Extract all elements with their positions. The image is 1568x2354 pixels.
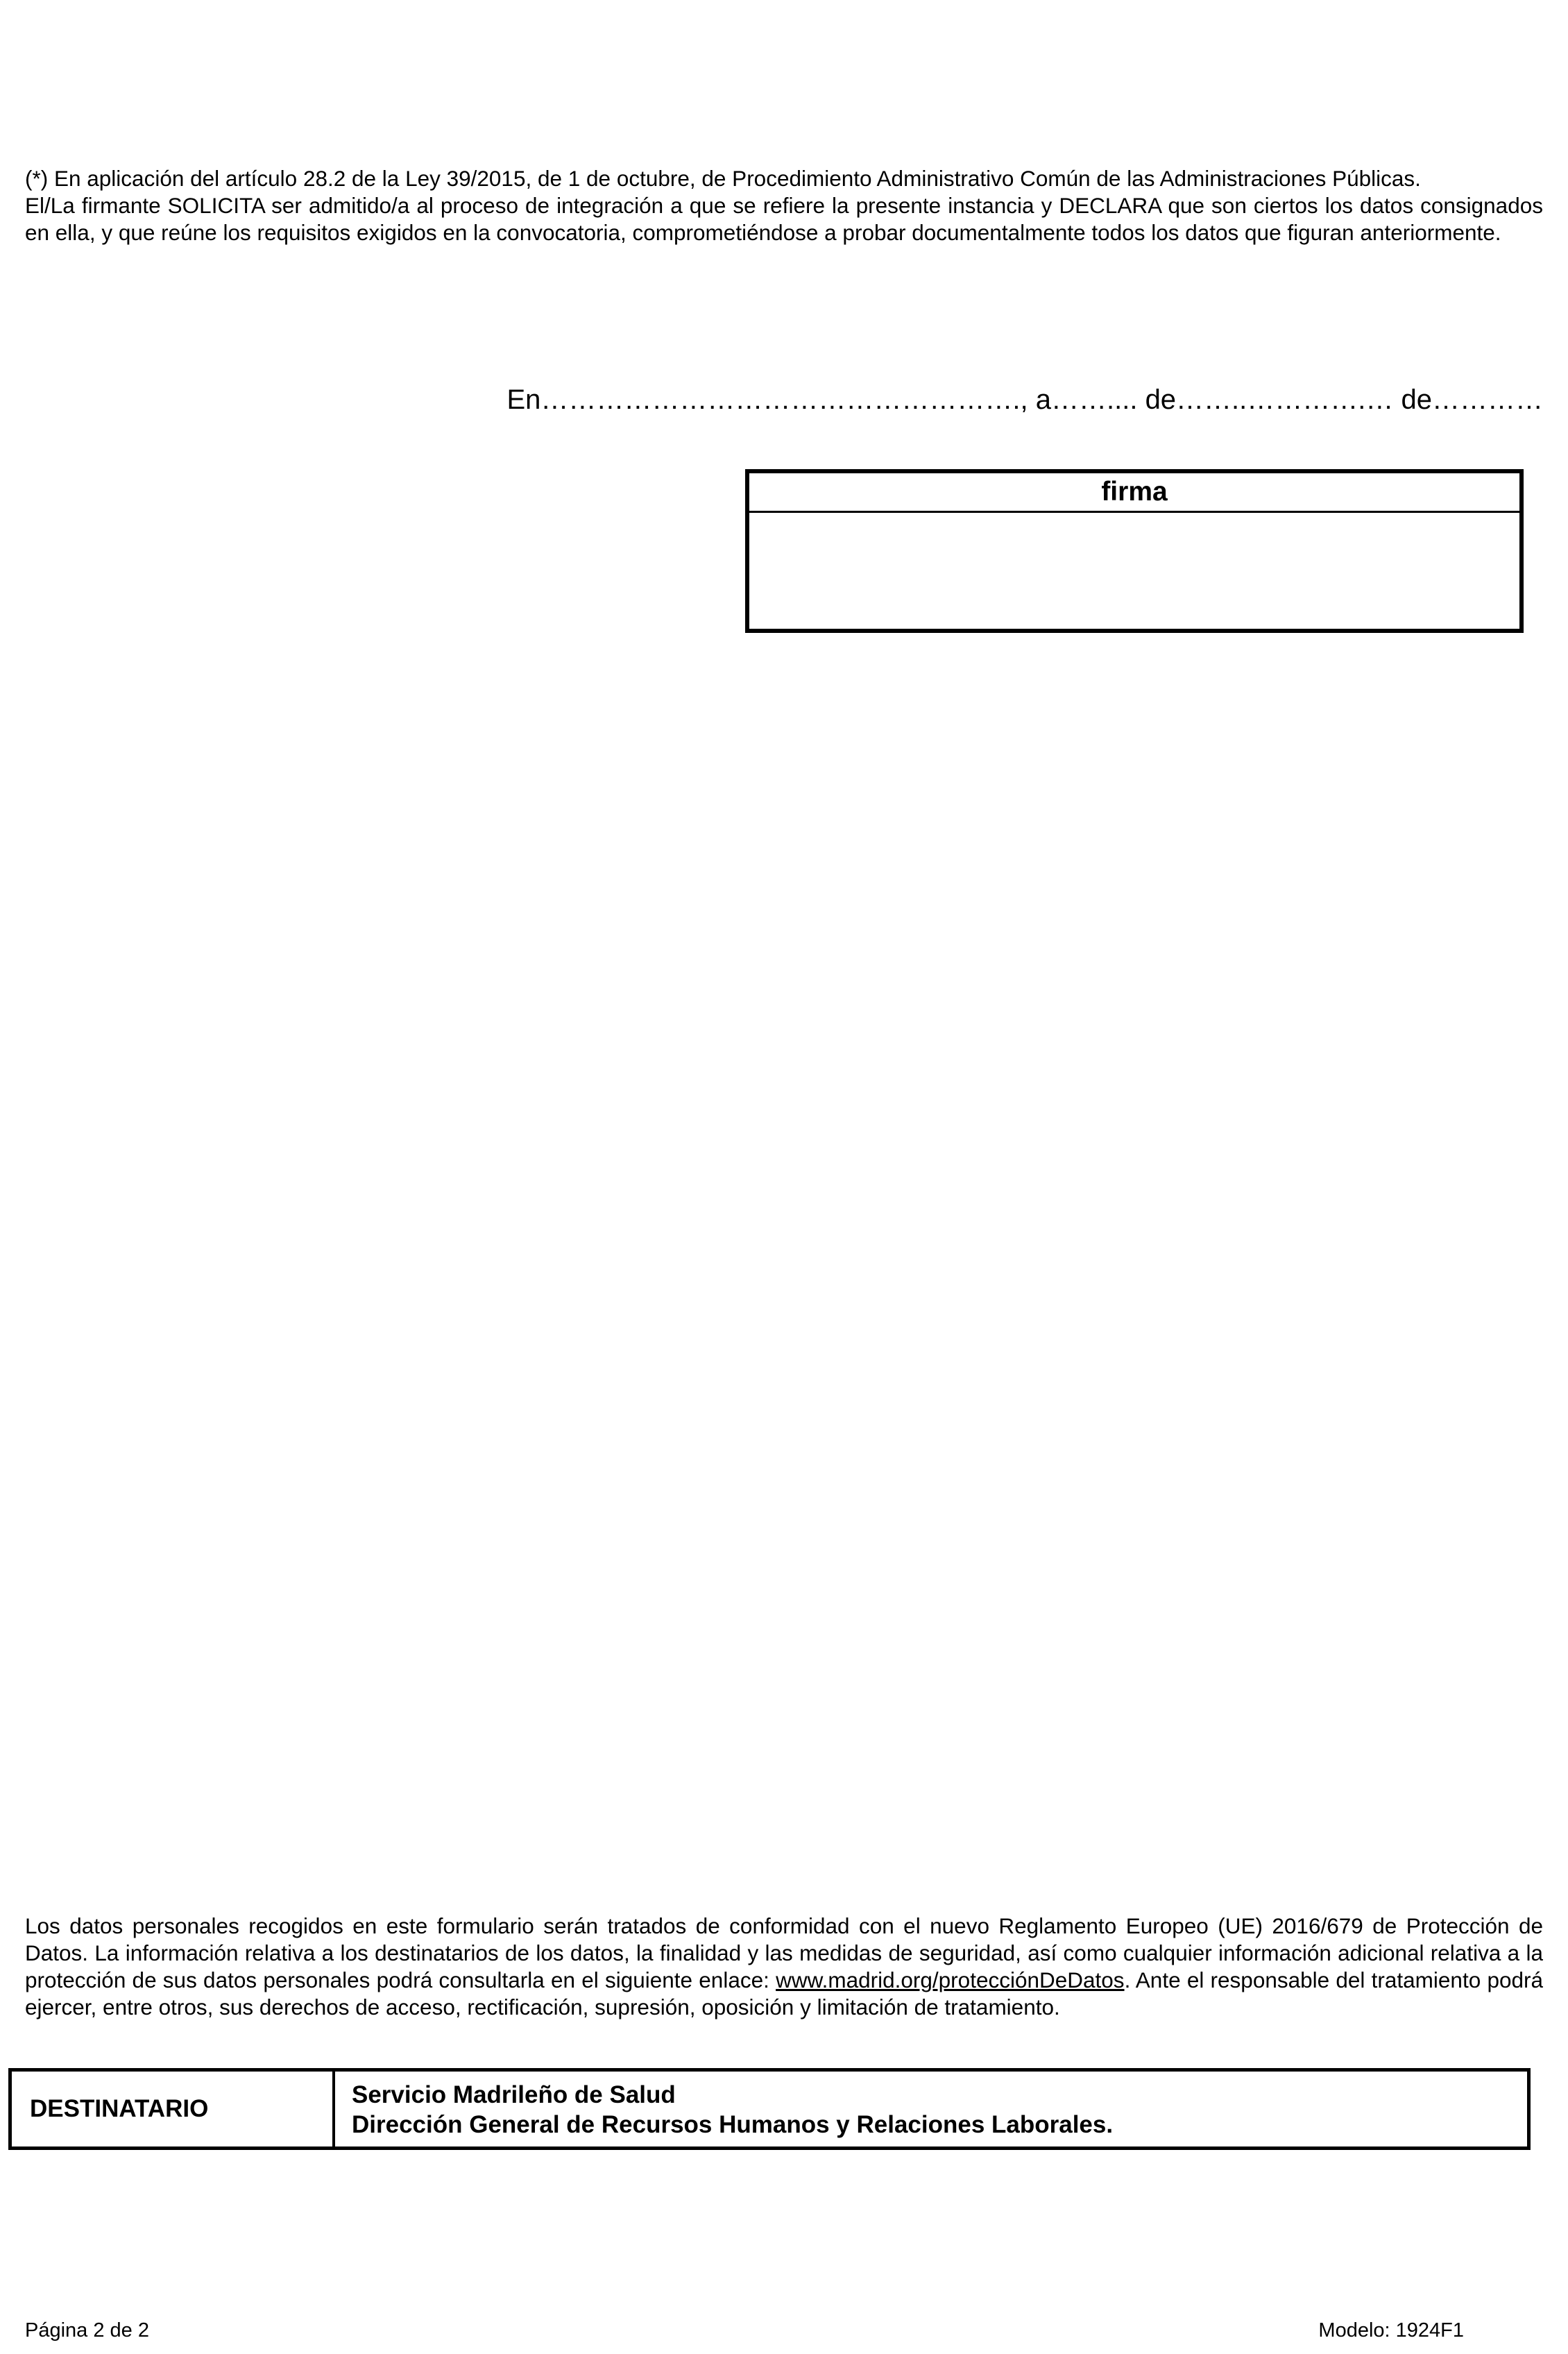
signature-header: firma — [749, 473, 1519, 513]
recipient-label: DESTINATARIO — [12, 2072, 335, 2146]
recipient-value — [335, 2072, 1527, 2146]
declaration-text: El/La firmante SOLICITA ser admitido/a al proceso de integración a que se refiere la presente instancia y DECLARA que son ciertos los datos consignados en ella, y que reúne los requisitos exigidos en la convocatoria, comprometiéndose a probar documentalmente todos los datos que figuran anteriormente. — [25, 193, 1543, 245]
recipient-box — [8, 2068, 1531, 2150]
model-code: Modelo: 1924F1 — [1318, 2319, 1464, 2342]
page-number: Página 2 de 2 — [25, 2319, 149, 2342]
privacy-link[interactable]: www.madrid.org/protecciónDeDatos — [776, 1967, 1125, 1992]
legal-note: (*) En aplicación del artículo 28.2 de la Ley 39/2015, de 1 de octubre, de Procedimiento Administrativo Común de las Administraciones Públicas. — [25, 166, 1421, 191]
place-date-line: En……………………………………………., a…….... de……..………….… de………… — [506, 384, 1543, 415]
signature-box — [745, 469, 1524, 633]
signature-area[interactable] — [749, 513, 1519, 631]
privacy-text-end: . Ante el responsable del tratamiento podrá ejercer, entre otros, sus derechos de acceso, rectificación, supresión, oposición y limitación de tratamiento. — [25, 1967, 1544, 2019]
recipient-line-1: Servicio Madrileño de Salud — [352, 2081, 676, 2108]
recipient-line-2: Dirección General de Recursos Humanos y Relaciones Laborales. — [352, 2111, 1114, 2138]
privacy-text-start: Los datos personales recogidos en este formulario serán tratados de conformidad con el nuevo Reglamento Europeo (UE) 2016/679 de Protección de Datos. La información relativa a los destinatarios de los datos, la finalidad y las medidas de seguridad, así como cualquier información adicional relativa a la protección de sus datos personales podrá consultarla en el siguiente enlace: — [25, 1913, 1543, 1992]
privacy-notice — [25, 1913, 1543, 2021]
